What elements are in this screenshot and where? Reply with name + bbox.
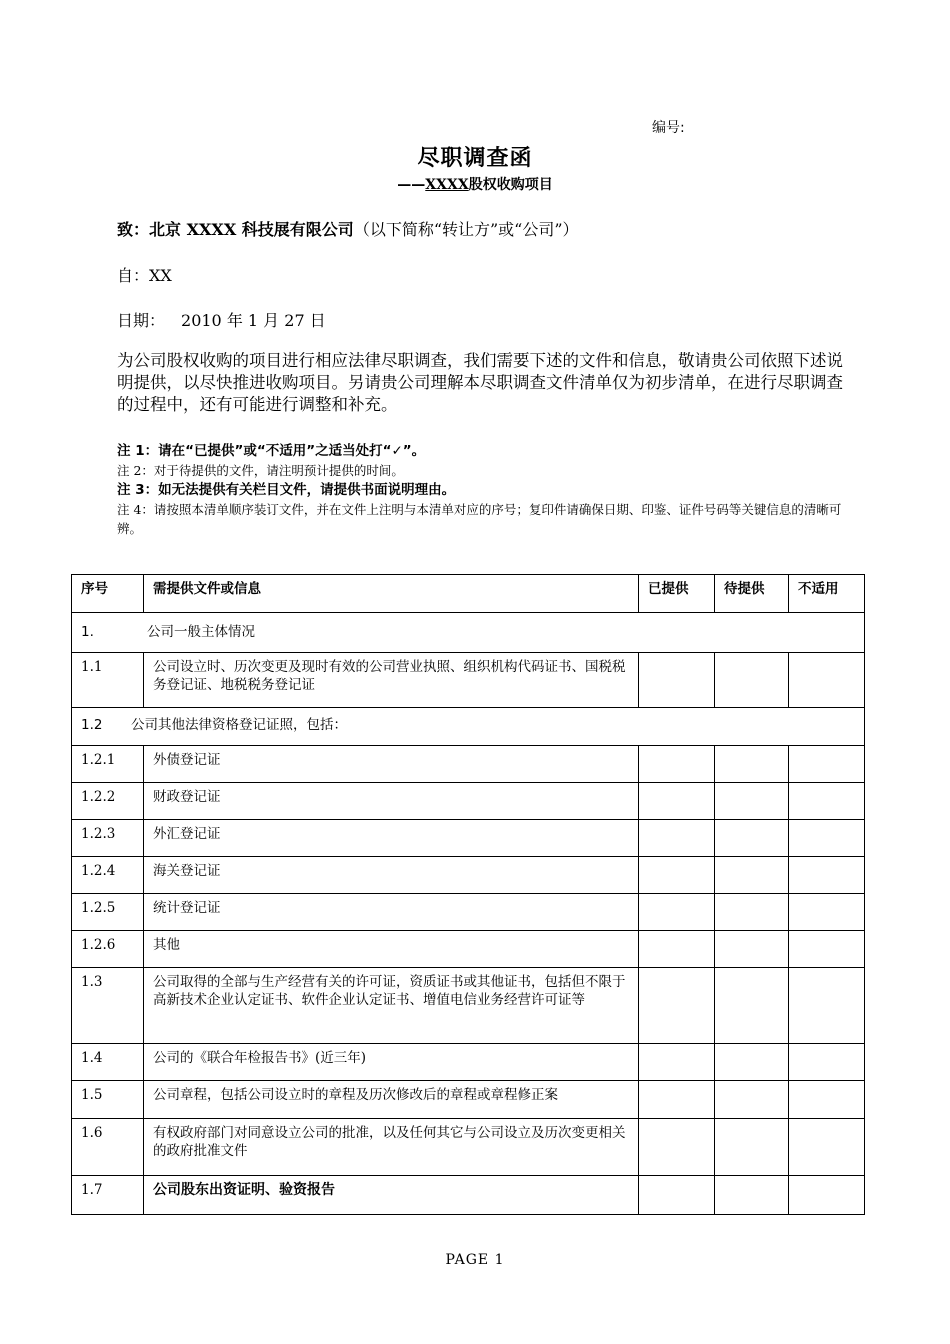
pending-cell[interactable] — [715, 653, 789, 708]
row-number: 1.2.6 — [72, 931, 144, 968]
pending-cell[interactable] — [715, 1119, 789, 1176]
table-row — [72, 1119, 865, 1176]
recipient-alias: （以下简称“转让方”或“公司”） — [353, 220, 579, 239]
header-provided: 已提供 — [639, 575, 715, 613]
provided-cell[interactable] — [639, 746, 715, 783]
table-row — [72, 1176, 865, 1215]
not-applicable-cell[interactable] — [789, 857, 865, 894]
notes-block — [117, 441, 847, 538]
not-applicable-cell[interactable] — [789, 894, 865, 931]
table-row — [72, 1044, 865, 1081]
row-description: 海关登记证 — [144, 857, 639, 894]
row-number: 1.2.3 — [72, 820, 144, 857]
row-number: 1.5 — [72, 1081, 144, 1119]
not-applicable-cell[interactable] — [789, 653, 865, 708]
pending-cell[interactable] — [715, 894, 789, 931]
section-row — [72, 613, 865, 653]
row-description: 有权政府部门对同意设立公司的批准，以及任何其它与公司设立及历次变更相关的政府批准文件 — [144, 1119, 639, 1176]
provided-cell[interactable] — [639, 968, 715, 1044]
not-applicable-cell[interactable] — [789, 1176, 865, 1215]
not-applicable-cell[interactable] — [789, 783, 865, 820]
pending-cell[interactable] — [715, 857, 789, 894]
table-row — [72, 857, 865, 894]
row-description: 外汇登记证 — [144, 820, 639, 857]
provided-cell[interactable] — [639, 894, 715, 931]
provided-cell[interactable] — [639, 1044, 715, 1081]
table-row — [72, 931, 865, 968]
recipient-name: 致：北京 XXXX 科技展有限公司 — [117, 220, 354, 239]
not-applicable-cell[interactable] — [789, 820, 865, 857]
row-description: 公司设立时、历次变更及现时有效的公司营业执照、组织机构代码证书、国税税务登记证、地税税务登记证 — [144, 653, 639, 708]
not-applicable-cell[interactable] — [789, 1044, 865, 1081]
provided-cell[interactable] — [639, 1119, 715, 1176]
row-number: 1.7 — [72, 1176, 144, 1215]
table-header-row — [72, 575, 865, 613]
pending-cell[interactable] — [715, 968, 789, 1044]
not-applicable-cell[interactable] — [789, 1119, 865, 1176]
pending-cell[interactable] — [715, 783, 789, 820]
provided-cell[interactable] — [639, 1176, 715, 1215]
subtitle-project-code: XXXX — [425, 177, 469, 193]
not-applicable-cell[interactable] — [789, 746, 865, 783]
row-description: 公司股东出资证明、验资报告 — [144, 1176, 639, 1215]
row-description: 公司的《联合年检报告书》(近三年) — [144, 1044, 639, 1081]
row-number: 1.2.5 — [72, 894, 144, 931]
row-number: 1.2.2 — [72, 783, 144, 820]
row-number: 1.2.1 — [72, 746, 144, 783]
note-4: 注 4：请按照本清单顺序装订文件，并在文件上注明与本清单对应的序号；复印件请确保日期、印鉴、证件号码等关键信息的清晰可辨。 — [117, 502, 842, 536]
document-checklist-table — [71, 574, 865, 1215]
row-number: 1.1 — [72, 653, 144, 708]
provided-cell[interactable] — [639, 931, 715, 968]
pending-cell[interactable] — [715, 1044, 789, 1081]
header-document: 需提供文件或信息 — [144, 575, 639, 613]
row-description: 外债登记证 — [144, 746, 639, 783]
subsection-row — [72, 708, 865, 746]
date-label: 日期： — [117, 311, 166, 330]
document-subtitle — [0, 174, 950, 194]
provided-cell[interactable] — [639, 653, 715, 708]
row-number: 1.3 — [72, 968, 144, 1044]
pending-cell[interactable] — [715, 1081, 789, 1119]
pending-cell[interactable] — [715, 820, 789, 857]
provided-cell[interactable] — [639, 857, 715, 894]
header-pending: 待提供 — [715, 575, 789, 613]
intro-paragraph: 为公司股权收购的项目进行相应法律尽职调查，我们需要下述的文件和信息，敬请贵公司依照下述说明提供，以尽快推进收购项目。另请贵公司理解本尽职调查文件清单仅为初步清单，在进行尽职调查的过程中，还有可能进行调整和补充。 — [117, 351, 843, 414]
note-3: 注 3：如无法提供有关栏目文件，请提供书面说明理由。 — [117, 482, 456, 498]
row-description: 公司取得的全部与生产经营有关的许可证，资质证书或其他证书，包括但不限于高新技术企业认定证书、软件企业认定证书、增值电信业务经营许可证等 — [144, 968, 639, 1044]
table-row — [72, 1081, 865, 1119]
provided-cell[interactable] — [639, 1081, 715, 1119]
date-line — [117, 308, 326, 331]
row-description: 财政登记证 — [144, 783, 639, 820]
table-row — [72, 783, 865, 820]
document-title: 尽职调查函 — [417, 146, 533, 171]
pending-cell[interactable] — [715, 1176, 789, 1215]
note-2: 注 2：对于待提供的文件，请注明预计提供的时间。 — [117, 463, 404, 478]
pending-cell[interactable] — [715, 931, 789, 968]
document-number-label: 编号: — [652, 120, 685, 136]
subtitle-dash: —— — [397, 177, 426, 193]
row-description: 统计登记证 — [144, 894, 639, 931]
pending-cell[interactable] — [715, 746, 789, 783]
header-seq: 序号 — [72, 575, 144, 613]
table-row — [72, 894, 865, 931]
section-number: 1. — [81, 624, 94, 640]
table-row — [72, 820, 865, 857]
sender-line: 自：XX — [117, 266, 172, 285]
row-description: 其他 — [144, 931, 639, 968]
section-title: 公司一般主体情况 — [147, 624, 255, 640]
provided-cell[interactable] — [639, 783, 715, 820]
row-number: 1.2.4 — [72, 857, 144, 894]
note-1: 注 1：请在“已提供”或“不适用”之适当处打“✓”。 — [117, 443, 426, 459]
subsection-number: 1.2 — [81, 717, 103, 733]
row-number: 1.4 — [72, 1044, 144, 1081]
subtitle-project-name: 股权收购项目 — [468, 177, 553, 193]
not-applicable-cell[interactable] — [789, 968, 865, 1044]
table-row — [72, 746, 865, 783]
row-description: 公司章程，包括公司设立时的章程及历次修改后的章程或章程修正案 — [144, 1081, 639, 1119]
not-applicable-cell[interactable] — [789, 931, 865, 968]
recipient-line — [117, 217, 579, 240]
provided-cell[interactable] — [639, 820, 715, 857]
date-value: 2010 年 1 月 27 日 — [181, 311, 326, 330]
row-number: 1.6 — [72, 1119, 144, 1176]
page-footer: PAGE 1 — [445, 1252, 505, 1268]
subsection-title: 公司其他法律资格登记证照，包括： — [131, 717, 347, 733]
not-applicable-cell[interactable] — [789, 1081, 865, 1119]
table-row — [72, 968, 865, 1044]
table-row — [72, 653, 865, 708]
header-not-applicable: 不适用 — [789, 575, 865, 613]
